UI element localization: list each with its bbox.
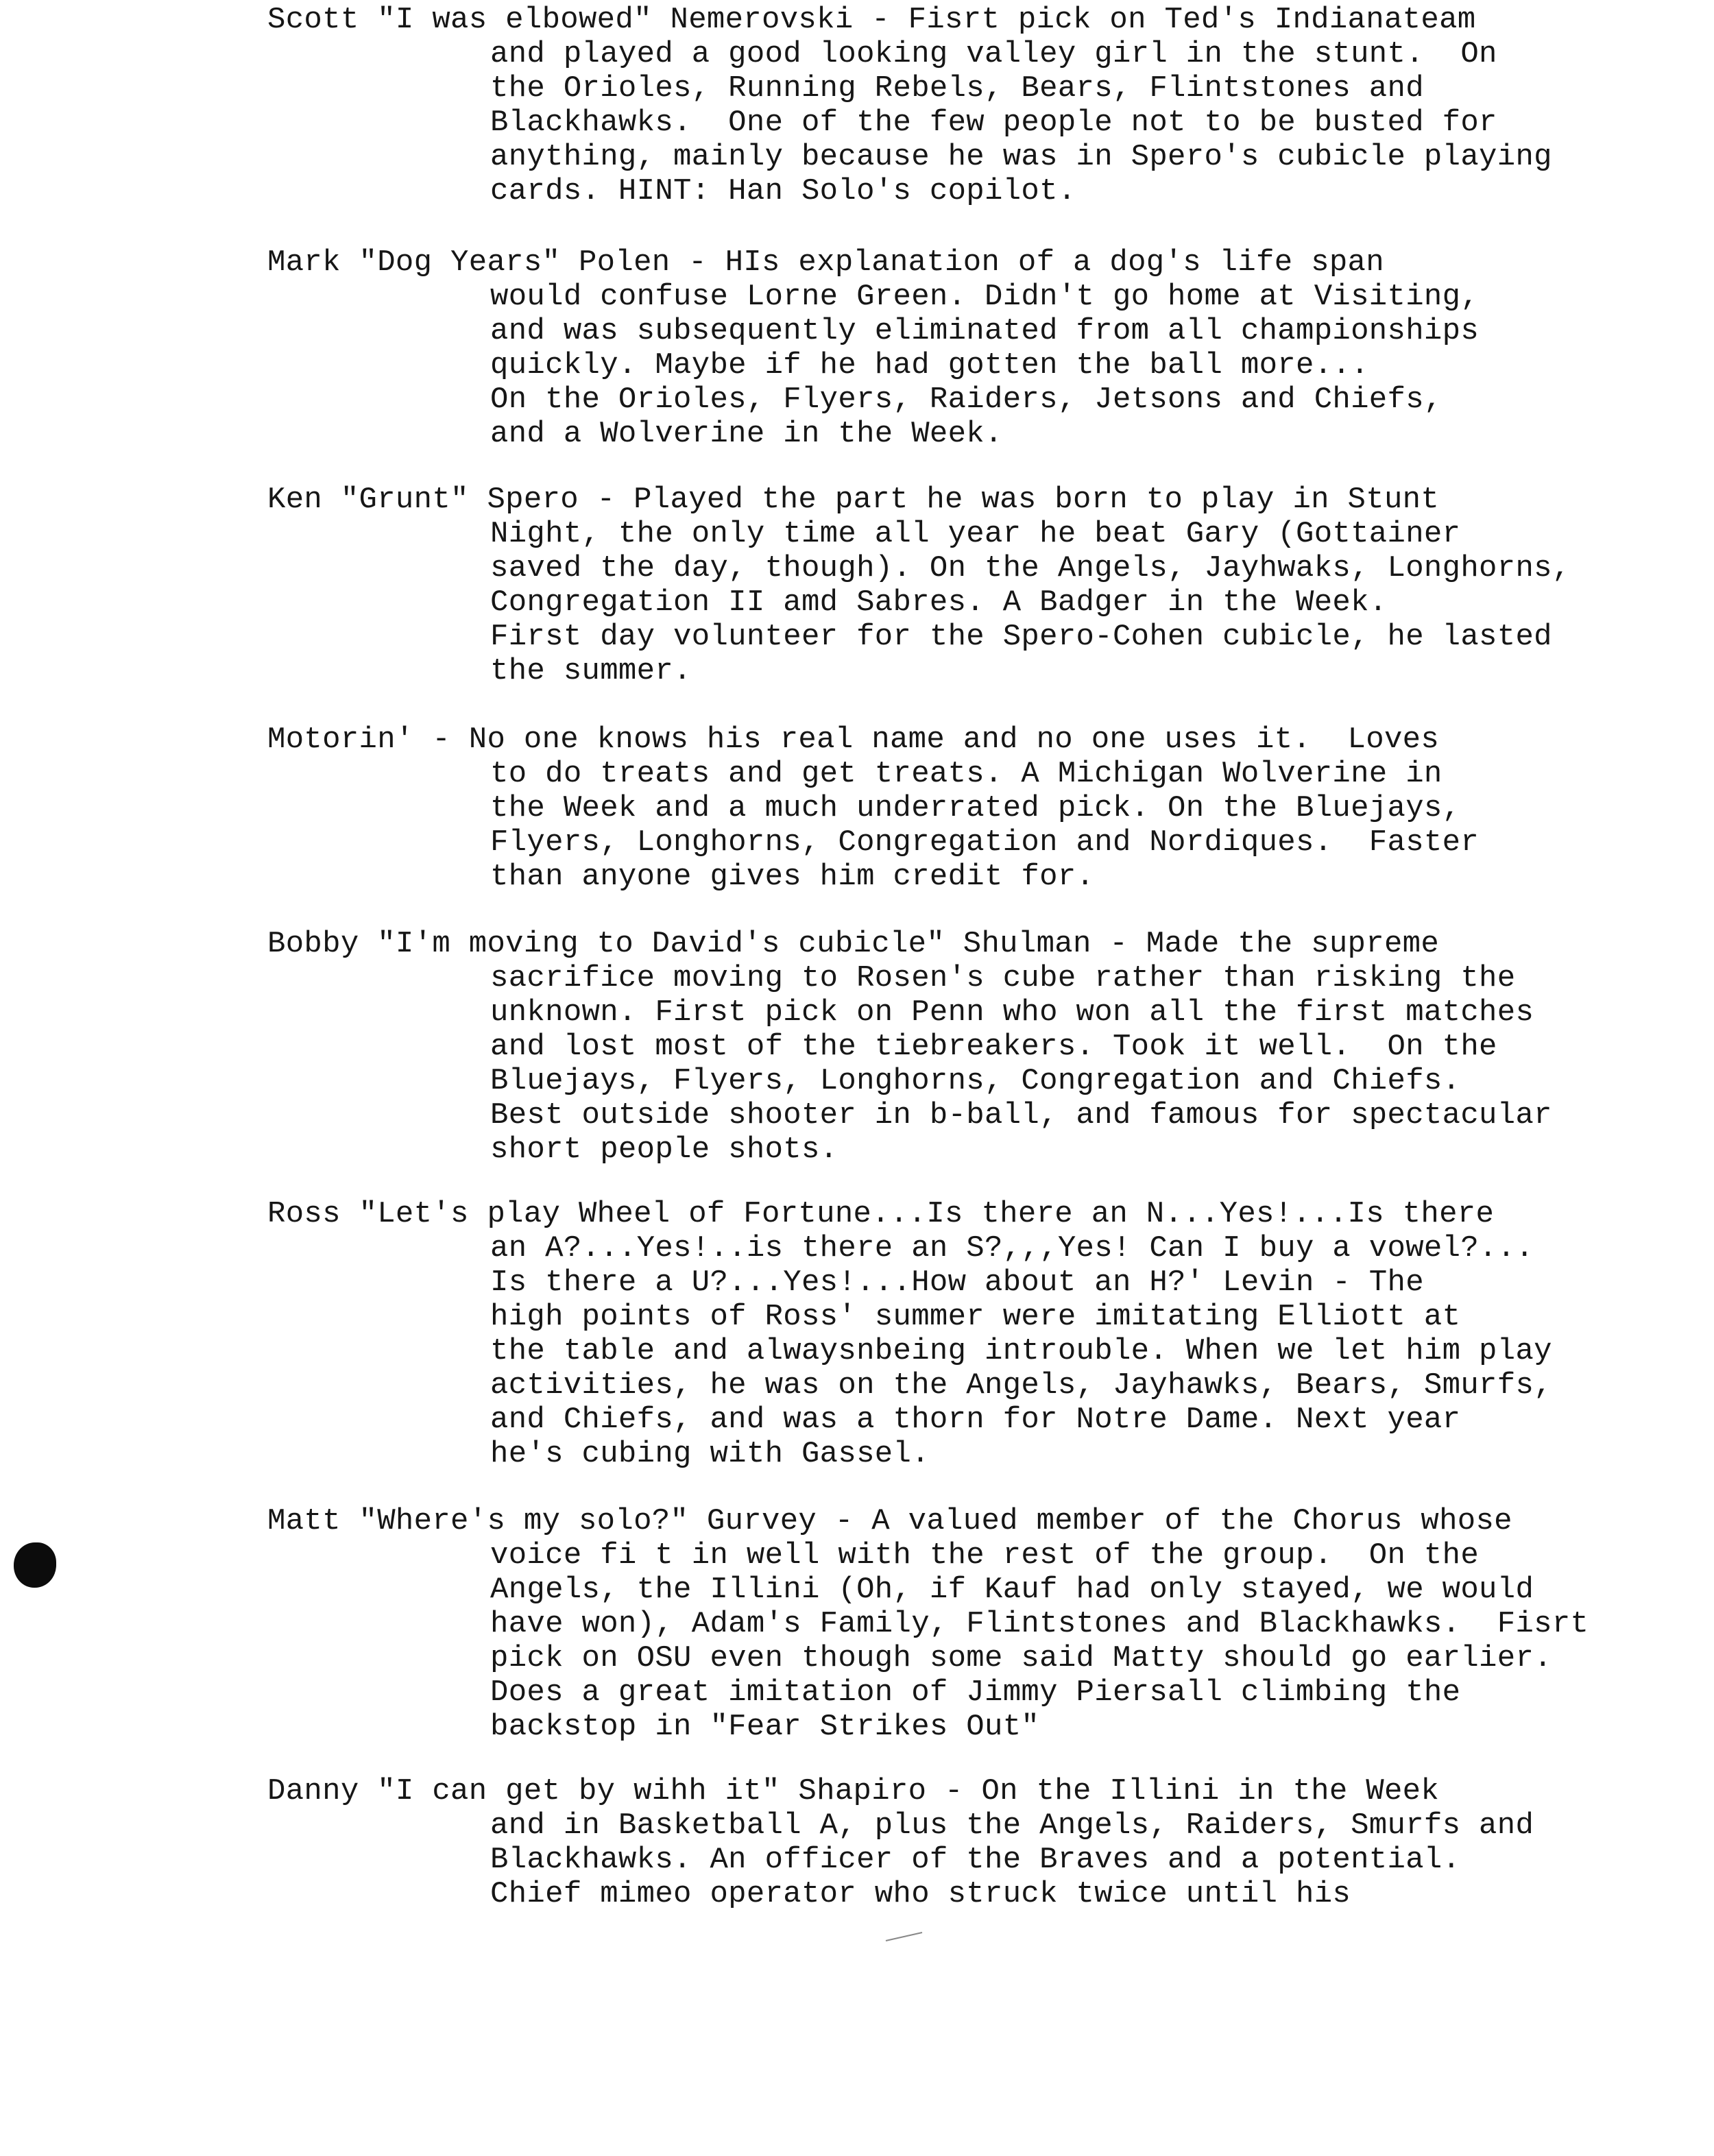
text-line: First day volunteer for the Spero-Cohen cubicle, he lasted [490,620,1552,654]
entry-ross-levin [267,1197,1693,1471]
text-line: Danny "I can get by wihh it" Shapiro - On the Illini in the Week [267,1774,1440,1808]
text-line: sacrifice moving to Rosen's cube rather than risking the [490,961,1516,995]
text-line: activities, he was on the Angels, Jayhawks, Bears, Smurfs, [490,1368,1552,1403]
text-line: backstop in "Fear Strikes Out" [490,1710,1040,1744]
text-line: Best outside shooter in b-ball, and famous for spectacular [490,1098,1552,1132]
text-line: Chief mimeo operator who struck twice until his [490,1877,1351,1911]
text-line: and lost most of the tiebreakers. Took it well. On the [490,1030,1497,1064]
text-line: Bobby "I'm moving to David's cubicle" Shulman - Made the supreme [267,927,1440,961]
text-line: pick on OSU even though some said Matty should go earlier. [490,1641,1552,1675]
hole-punch-mark [14,1542,56,1588]
entry-scott-nemerovski [267,3,1693,208]
text-line: an A?...Yes!..is there an S?,,,Yes! Can I buy a vowel?... [490,1231,1534,1265]
text-line: Angels, the Illini (Oh, if Kauf had only stayed, we would [490,1573,1534,1607]
text-line: Bluejays, Flyers, Longhorns, Congregation and Chiefs. [490,1064,1461,1098]
text-line: Does a great imitation of Jimmy Piersall climbing the [490,1675,1461,1710]
entry-ken-spero [267,483,1693,688]
text-line: and was subsequently eliminated from all championships [490,314,1480,348]
text-line: Matt "Where's my solo?" Gurvey - A valued member of the Chorus whose [267,1504,1512,1538]
entry-mark-polen [267,245,1693,451]
text-line: Night, the only time all year he beat Gary (Gottainer [490,517,1461,551]
text-line: would confuse Lorne Green. Didn't go home at Visiting, [490,280,1480,314]
text-line: short people shots. [490,1132,838,1167]
text-line: anything, mainly because he was in Spero's cubicle playing [490,140,1552,174]
text-line: the summer. [490,654,692,688]
text-line: the table and alwaysnbeing introuble. When we let him play [490,1334,1552,1368]
text-line: Scott "I was elbowed" Nemerovski - Fisrt pick on Ted's Indianateam [267,3,1476,37]
text-line: Is there a U?...Yes!...How about an H?' Levin - The [490,1265,1424,1300]
text-line: high points of Ross' summer were imitating Elliott at [490,1300,1461,1334]
text-line: Mark "Dog Years" Polen - HIs explanation of a dog's life span [267,245,1384,280]
text-line: Blackhawks. An officer of the Braves and a potential. [490,1843,1461,1877]
stray-mark [884,1930,926,1943]
text-line: Congregation II amd Sabres. A Badger in the Week. [490,585,1388,620]
entry-motorin [267,723,1693,894]
text-line: the Week and a much underrated pick. On the Bluejays, [490,791,1461,825]
text-line: to do treats and get treats. A Michigan Wolverine in [490,757,1443,791]
entry-danny-shapiro [267,1774,1693,1911]
text-line: Blackhawks. One of the few people not to be busted for [490,106,1497,140]
text-line: quickly. Maybe if he had gotten the ball more... [490,348,1369,383]
text-line: unknown. First pick on Penn who won all the first matches [490,995,1534,1030]
text-line: saved the day, though). On the Angels, Jayhwaks, Longhorns, [490,551,1571,585]
text-line: cards. HINT: Han Solo's copilot. [490,174,1076,208]
entry-bobby-shulman [267,927,1693,1167]
text-line: and in Basketball A, plus the Angels, Raiders, Smurfs and [490,1808,1534,1843]
text-line: the Orioles, Running Rebels, Bears, Flintstones and [490,71,1424,106]
entry-matt-gurvey [267,1504,1693,1744]
text-line: Motorin' - No one knows his real name and no one uses it. Loves [267,723,1440,757]
text-line: than anyone gives him credit for. [490,860,1095,894]
text-line: voice fi t in well with the rest of the group. On the [490,1538,1480,1573]
text-line: Flyers, Longhorns, Congregation and Nordiques. Faster [490,825,1480,860]
text-line: have won), Adam's Family, Flintstones and Blackhawks. Fisrt [490,1607,1589,1641]
text-line: and a Wolverine in the Week. [490,417,1003,451]
text-line: On the Orioles, Flyers, Raiders, Jetsons and Chiefs, [490,383,1443,417]
text-line: and Chiefs, and was a thorn for Notre Dame. Next year [490,1403,1461,1437]
text-line: Ross "Let's play Wheel of Fortune...Is there an N...Yes!...Is there [267,1197,1495,1231]
text-line: Ken "Grunt" Spero - Played the part he was born to play in Stunt [267,483,1440,517]
text-line: he's cubing with Gassel. [490,1437,930,1471]
text-line: and played a good looking valley girl in the stunt. On [490,37,1497,71]
